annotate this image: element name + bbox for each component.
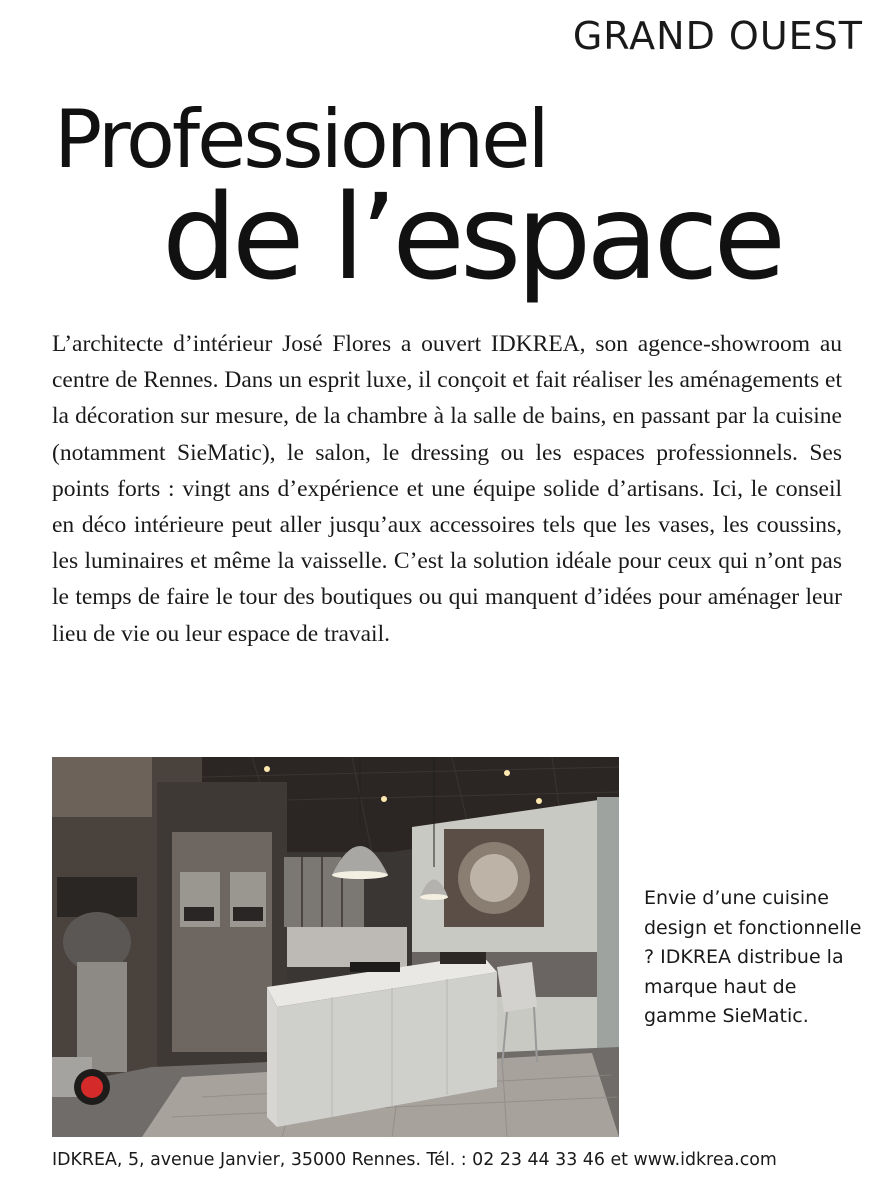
title-line-2: de l’espace bbox=[162, 168, 782, 306]
showroom-kitchen-photo bbox=[52, 757, 619, 1137]
article-body: L’architecte d’intérieur José Flores a ouvert IDKREA, son agence-showroom au centre de Rennes. Dans un esprit luxe, il conçoit et fait réaliser les aménagements et la décoration sur mesure, de la chambre à la salle de bains, en passant par la cuisine (notamment SieMatic), le salon, le dressing ou les espaces professionnels. Ses points forts : vingt ans d’expérience et une équipe solide d’artisans. Ici, le conseil en déco intérieure peut aller jusqu’aux accessoires tels que les vases, les coussins, les luminaires et même la vaisselle. C’est la solution idéale pour ceux qui n’ont pas le temps de faire le tour des boutiques ou qui manquent d’idées pour aménager leur lieu de vie ou leur espace de travail. bbox=[52, 331, 842, 647]
title-line-1: Professionnel bbox=[54, 93, 547, 186]
section-label: GRAND OUEST bbox=[572, 14, 863, 58]
contact-footer: IDKREA, 5, avenue Janvier, 35000 Rennes. Tél. : 02 23 44 33 46 et www.idkrea.com bbox=[52, 1150, 777, 1170]
photo-caption: Envie d’une cuisine design et fonctionnelle ? IDKREA distribue la marque haut de gamme SieMatic. bbox=[644, 887, 862, 1027]
